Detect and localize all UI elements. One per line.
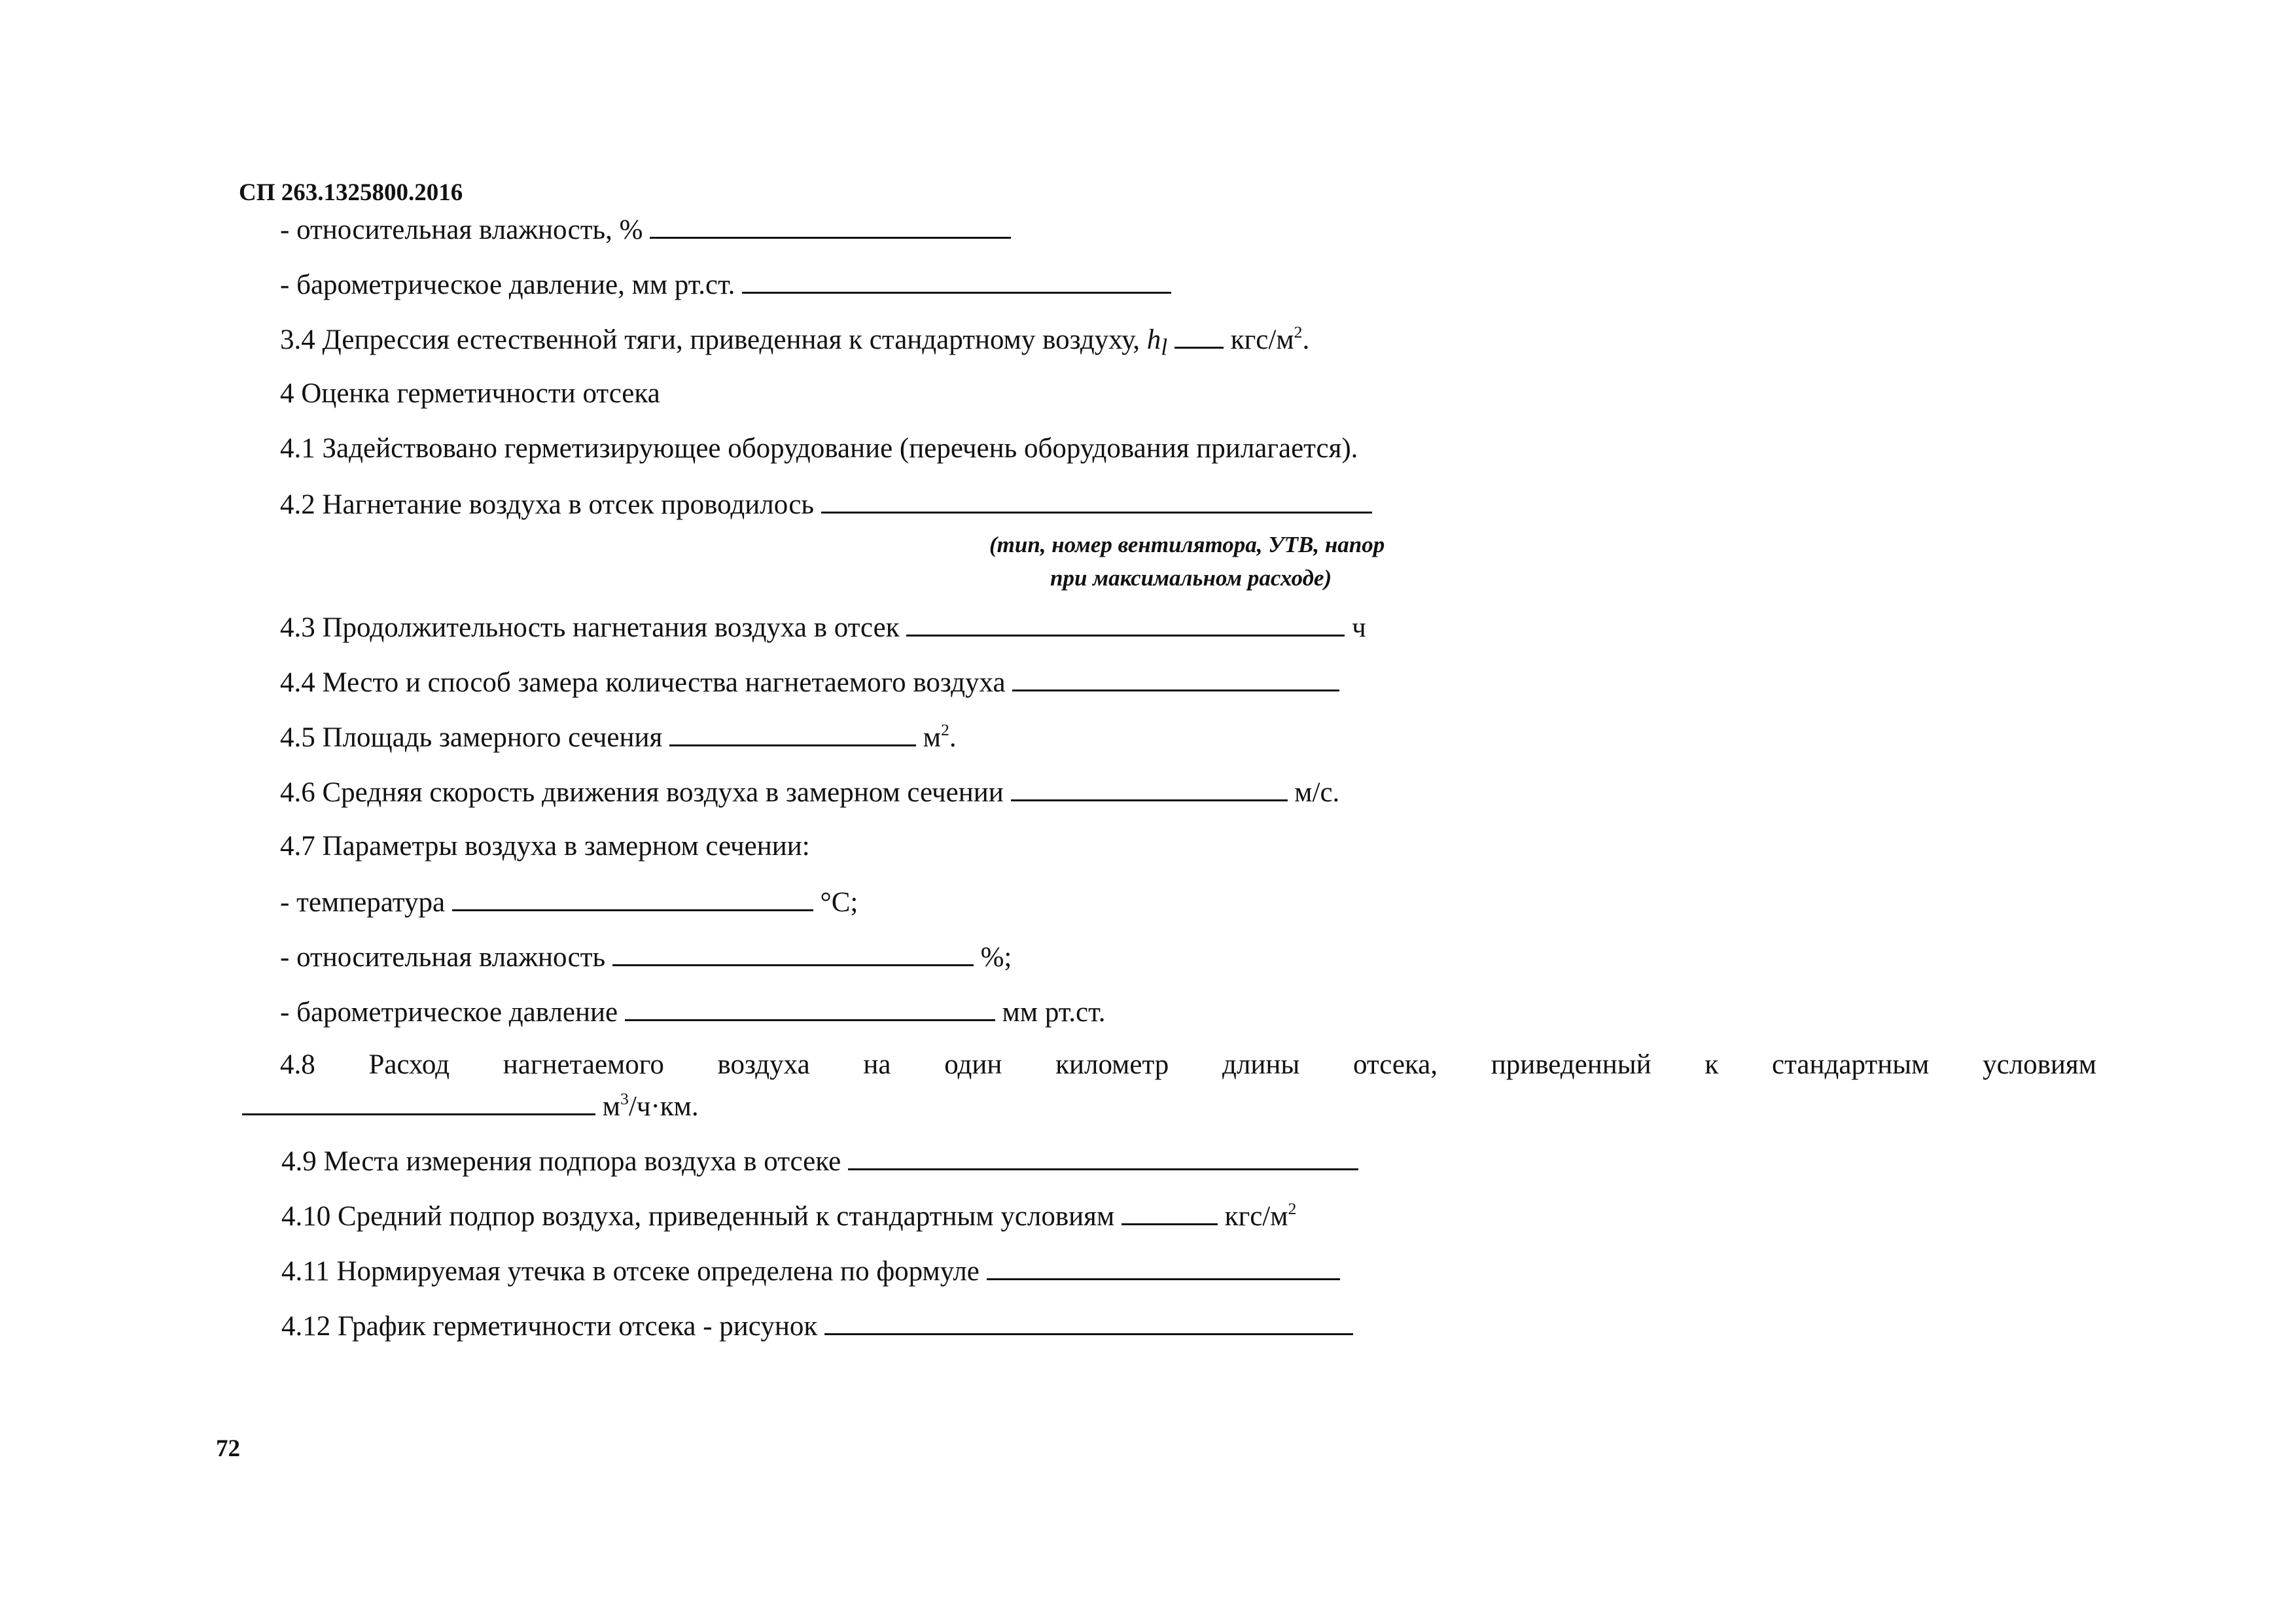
humidity-line — [280, 942, 1012, 971]
item-4-1: 4.1 Задействовано герметизирующее оборудование (перечень оборудования прилагается). — [280, 433, 1358, 464]
item-4-9-blank[interactable] — [848, 1146, 1358, 1170]
barometric-pressure-label: - барометрическое давление, мм рт.ст. — [280, 270, 735, 300]
barometric-pressure-blank[interactable] — [742, 270, 1171, 294]
item-4-8-unit: $м^3/ч\cdot км$. — [602, 1089, 699, 1122]
item-4-4-label: 4.4 Место и способ замера количества нагнетаемого воздуха — [280, 667, 1006, 698]
item-4-11-line — [281, 1256, 1340, 1285]
temperature-label: - температура — [280, 887, 446, 918]
item-4-12-blank[interactable] — [824, 1311, 1353, 1335]
item-4-4-blank[interactable] — [1012, 667, 1339, 691]
item-4-6-label: 4.6 Средняя скорость движения воздуха в замерном сечении — [280, 777, 1004, 808]
natural-draft-label: 3.4 Депрессия естественной тяги, приведенная к стандартному воздуху, — [280, 324, 1140, 355]
item-4-3-line — [280, 612, 1366, 642]
item-4-12-label: 4.12 График герметичности отсека - рисунок — [281, 1311, 818, 1342]
pressure-unit: мм рт.ст. — [1002, 997, 1106, 1028]
item-4-5-unit: $м^2$. — [923, 720, 957, 753]
item-4-6-line — [280, 777, 1339, 807]
item-4-8-line — [280, 1051, 2096, 1079]
item-4-9-label: 4.9 Места измерения подпора воздуха в отсеке — [281, 1146, 841, 1177]
item-4-8-word: условиям — [1983, 1049, 2096, 1080]
item-4-2-label: 4.2 Нагнетание воздуха в отсек проводилось — [280, 489, 815, 520]
item-4-5-blank[interactable] — [669, 722, 916, 746]
section-4-heading: 4 Оценка герметичности отсека — [280, 378, 660, 409]
item-4-2-line — [280, 489, 1372, 519]
pressure-line — [280, 997, 1105, 1026]
item-4-2-hint-2: при максимальном расходе) — [1050, 565, 1332, 591]
item-4-11-label: 4.11 Нормируемая утечка в отсеке определена по формуле — [281, 1256, 980, 1287]
item-4-8-word: приведенный — [1491, 1049, 1651, 1080]
humidity-blank[interactable] — [612, 942, 974, 966]
item-4-6-unit: м/с. — [1294, 777, 1340, 808]
item-4-8-word: 4.8 — [280, 1049, 315, 1080]
item-4-7: 4.7 Параметры воздуха в замерном сечении: — [280, 831, 810, 862]
item-4-10-blank[interactable] — [1122, 1201, 1218, 1225]
temperature-blank[interactable] — [452, 887, 813, 911]
item-4-2-hint-1: (тип, номер вентилятора, УТВ, напор — [989, 532, 1385, 557]
item-4-8-word: километр — [1055, 1049, 1169, 1080]
item-4-2-blank[interactable] — [821, 489, 1372, 514]
item-4-8-word: отсека, — [1352, 1049, 1438, 1080]
item-4-8-word: длины — [1222, 1049, 1300, 1080]
relative-humidity-line — [280, 215, 1011, 244]
item-4-12-line — [281, 1311, 1353, 1340]
temperature-line — [280, 887, 858, 916]
item-4-10-line — [281, 1201, 1296, 1230]
natural-draft-blank[interactable] — [1174, 324, 1224, 349]
natural-draft-variable: $h_l$ — [1146, 324, 1168, 360]
natural-draft-unit: кгс/$м^2$. — [1230, 323, 1310, 355]
item-4-8-word: один — [944, 1049, 1002, 1080]
item-4-8-blank[interactable] — [242, 1091, 595, 1115]
item-4-8-word: Расход — [368, 1049, 450, 1080]
relative-humidity-blank[interactable] — [650, 215, 1011, 239]
item-4-8-word: стандартным — [1772, 1049, 1930, 1080]
humidity-unit: %; — [980, 942, 1012, 973]
document-code: СП 263.1325800.2016 — [239, 179, 463, 206]
item-4-8-word: воздуха — [717, 1049, 810, 1080]
item-4-5-label: 4.5 Площадь замерного сечения — [280, 722, 663, 753]
item-4-6-blank[interactable] — [1011, 777, 1288, 801]
page-number: 72 — [216, 1435, 240, 1462]
pressure-blank[interactable] — [625, 997, 995, 1021]
relative-humidity-label: - относительная влажность, % — [280, 215, 643, 245]
item-4-3-blank[interactable] — [906, 612, 1345, 637]
item-4-4-line — [280, 667, 1339, 697]
item-4-5-line — [280, 722, 957, 752]
item-4-8-continuation — [242, 1091, 699, 1121]
item-4-3-label: 4.3 Продолжительность нагнетания воздуха в отсек — [280, 612, 900, 643]
humidity-label: - относительная влажность — [280, 942, 606, 973]
item-4-3-unit: ч — [1352, 612, 1366, 643]
pressure-label: - барометрическое давление — [280, 997, 618, 1028]
item-4-8-word: на — [863, 1049, 891, 1080]
item-4-8-word: нагнетаемого — [503, 1049, 664, 1080]
item-4-10-unit: кгс/$м^2$ — [1224, 1199, 1297, 1232]
item-4-11-blank[interactable] — [987, 1256, 1340, 1280]
temperature-unit: °С; — [820, 887, 858, 918]
item-4-8-word: к — [1704, 1049, 1719, 1080]
item-4-10-label: 4.10 Средний подпор воздуха, приведенный к стандартным условиям — [281, 1201, 1115, 1232]
item-4-9-line — [281, 1146, 1358, 1176]
natural-draft-line — [280, 324, 1309, 359]
barometric-pressure-line — [280, 270, 1171, 299]
